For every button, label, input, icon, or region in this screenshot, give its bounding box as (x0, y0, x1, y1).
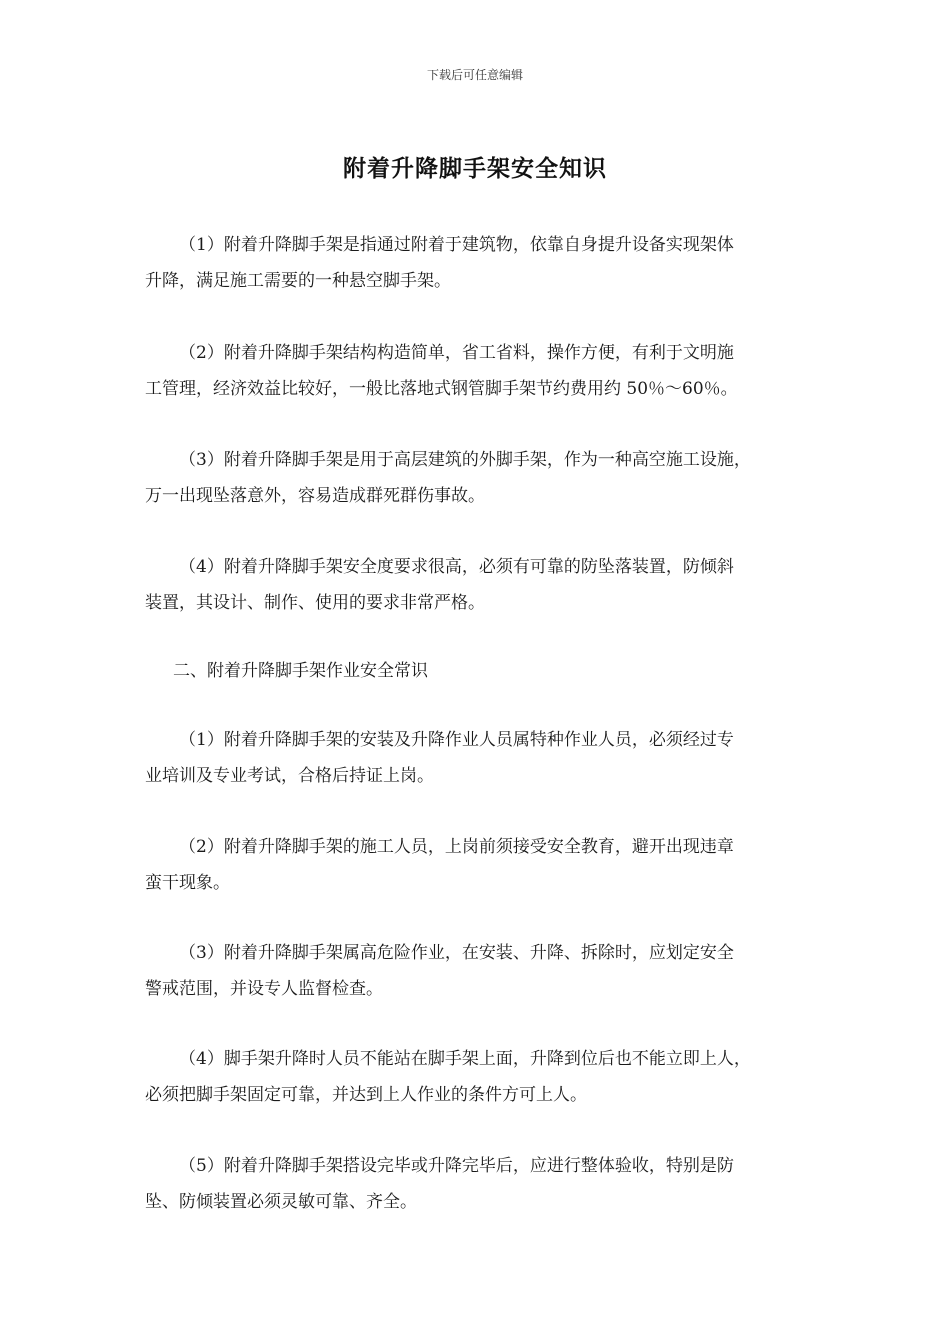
paragraph-line: 必须把脚手架固定可靠，并达到上人作业的条件方可上人。 (145, 1085, 587, 1105)
paragraph-line: （4）脚手架升降时人员不能站在脚手架上面，升降到位后也不能立即上人， (179, 1049, 751, 1069)
paragraph-line: 升降，满足施工需要的一种悬空脚手架。 (145, 271, 451, 291)
paragraph-line: 业培训及专业考试，合格后持证上岗。 (145, 766, 434, 786)
paragraph-7 (145, 935, 815, 1007)
paragraph-line: （1）附着升降脚手架的安装及升降作业人员属特种作业人员，必须经过专 (179, 730, 734, 750)
document-title: 附着升降脚手架安全知识 (343, 155, 607, 182)
paragraph-line: （2）附着升降脚手架结构构造简单，省工省料，操作方便，有利于文明施 (179, 343, 734, 363)
paragraph-line: （3）附着升降脚手架是用于高层建筑的外脚手架，作为一种高空施工设施， (179, 450, 751, 470)
paragraph-line: 坠、防倾装置必须灵敏可靠、齐全。 (145, 1192, 417, 1212)
paragraph-line: （1）附着升降脚手架是指通过附着于建筑物，依靠自身提升设备实现架体 (179, 235, 734, 255)
paragraph-2 (145, 335, 815, 407)
paragraph-4 (145, 549, 815, 621)
paragraph-line: 警戒范围，并设专人监督检查。 (145, 979, 383, 999)
paragraph-line: 万一出现坠落意外，容易造成群死群伤事故。 (145, 486, 485, 506)
header-note: 下载后可任意编辑 (426, 68, 523, 82)
paragraph-9 (145, 1148, 815, 1220)
paragraph-line: （2）附着升降脚手架的施工人员，上岗前须接受安全教育，避开出现违章 (179, 837, 734, 857)
paragraph-8 (145, 1041, 815, 1113)
paragraph-line: 蛮干现象。 (145, 873, 230, 893)
section-heading (145, 653, 815, 689)
paragraph-line: （5）附着升降脚手架搭设完毕或升降完毕后，应进行整体验收，特别是防 (179, 1156, 734, 1176)
paragraph-line: 工管理，经济效益比较好，一般比落地式钢管脚手架节约费用约 50％～60％。 (145, 379, 738, 399)
paragraph-line: （3）附着升降脚手架属高危险作业，在安装、升降、拆除时，应划定安全 (179, 943, 734, 963)
paragraph-3 (145, 442, 815, 514)
paragraph-line: 装置，其设计、制作、使用的要求非常严格。 (145, 593, 485, 613)
section-heading-text: 二、附着升降脚手架作业安全常识 (173, 661, 428, 681)
paragraph-6 (145, 829, 815, 901)
paragraph-1 (145, 227, 815, 299)
paragraph-line: （4）附着升降脚手架安全度要求很高，必须有可靠的防坠落装置，防倾斜 (179, 557, 734, 577)
paragraph-5 (145, 722, 815, 794)
